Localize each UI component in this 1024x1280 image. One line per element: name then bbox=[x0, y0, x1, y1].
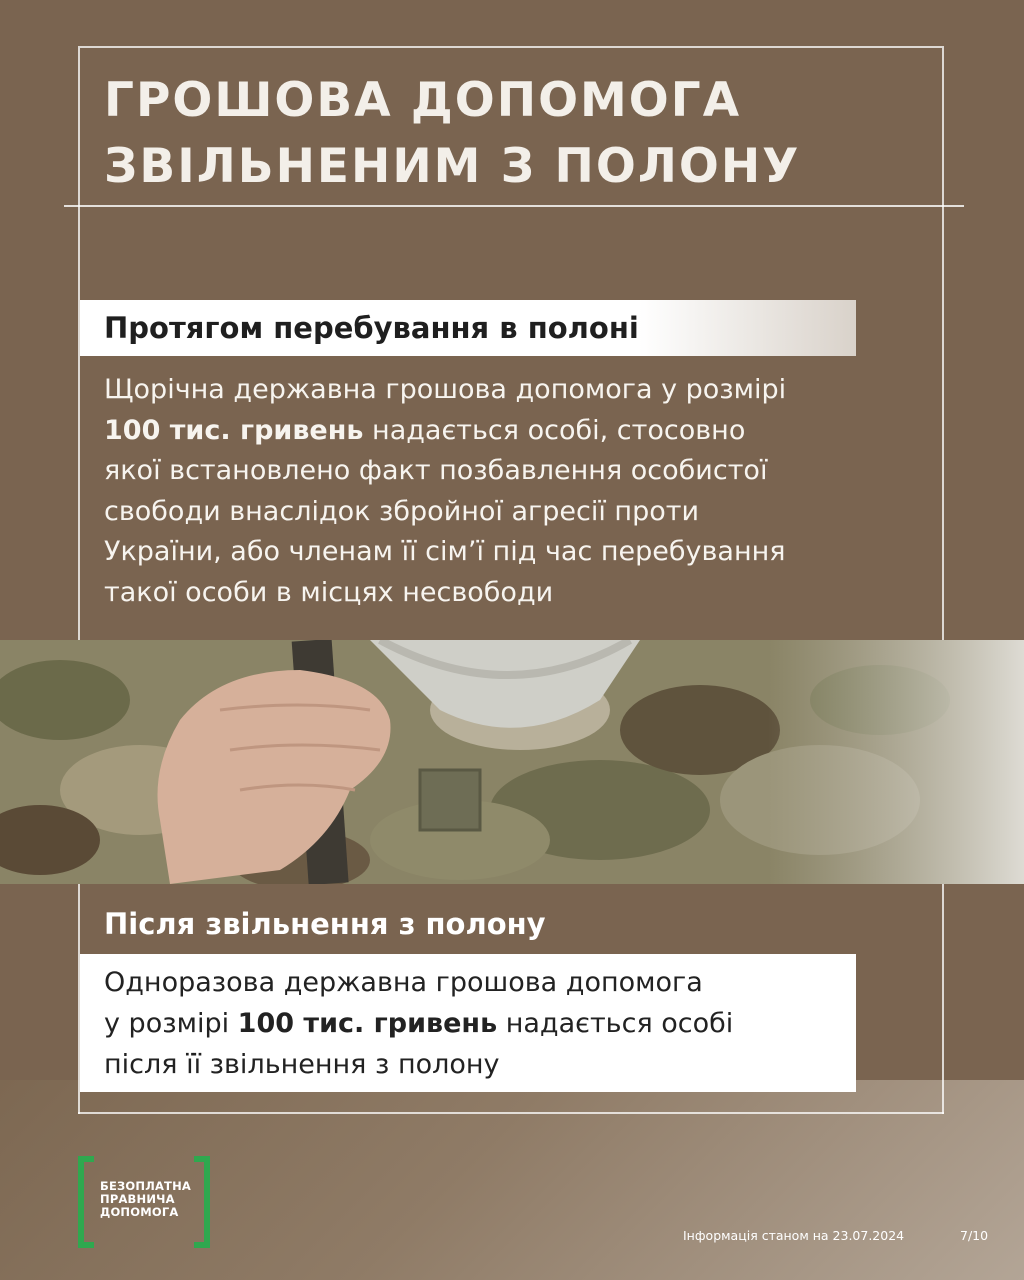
frame-bottom bbox=[78, 1112, 944, 1114]
title-divider bbox=[64, 205, 964, 207]
section2-line-2 bbox=[104, 1003, 844, 1044]
footer-info-date: Інформація станом на 23.07.2024 bbox=[683, 1228, 905, 1243]
section1-line-4: свободи внаслідок збройної агресії проти bbox=[104, 495, 700, 527]
page-title bbox=[104, 68, 924, 200]
section1-line-5: України, або членам її сім’ї під час перебування bbox=[104, 536, 786, 567]
page-title-line-1: ГРОШОВА ДОПОМОГА bbox=[104, 73, 742, 128]
section1-line-2 bbox=[104, 411, 904, 452]
section2-line-3: після її звільнення з полону bbox=[104, 1049, 500, 1080]
logo-line-3: ДОПОМОГА bbox=[100, 1205, 179, 1219]
logo-line-1: БЕЗОПЛАТНА bbox=[100, 1179, 192, 1193]
section2-body bbox=[104, 962, 844, 1085]
section2-line-1: Одноразова державна грошова допомога bbox=[104, 967, 703, 998]
section2-heading: Після звільнення з полону bbox=[104, 907, 546, 941]
section1-amount: 100 тис. гривень bbox=[104, 414, 364, 446]
section2-line-2-post: надається особі bbox=[497, 1008, 734, 1039]
section1-line-3: якої встановлено факт позбавлення особистої bbox=[104, 455, 768, 486]
section2-amount: 100 тис. гривень bbox=[237, 1008, 498, 1039]
footer-page-number: 7/10 bbox=[960, 1228, 989, 1243]
section2-line-2-pre: у розмірі bbox=[104, 1008, 238, 1039]
soldier-camouflage-photo bbox=[0, 640, 1024, 884]
section1-line-2-rest: надається особі, стосовно bbox=[363, 414, 746, 446]
page-title-line-2: ЗВІЛЬНЕНИМ З ПОЛОНУ bbox=[104, 139, 801, 194]
section1-body bbox=[104, 370, 904, 613]
legal-aid-logo-text bbox=[100, 1180, 191, 1219]
section1-line-1: Щорічна державна грошова допомога у розмірі bbox=[104, 374, 787, 405]
section1-line-6: такої особи в місцях несвободи bbox=[104, 576, 554, 608]
section1-heading: Протягом перебування в полоні bbox=[104, 311, 639, 345]
logo-line-2: ПРАВНИЧА bbox=[100, 1192, 175, 1206]
